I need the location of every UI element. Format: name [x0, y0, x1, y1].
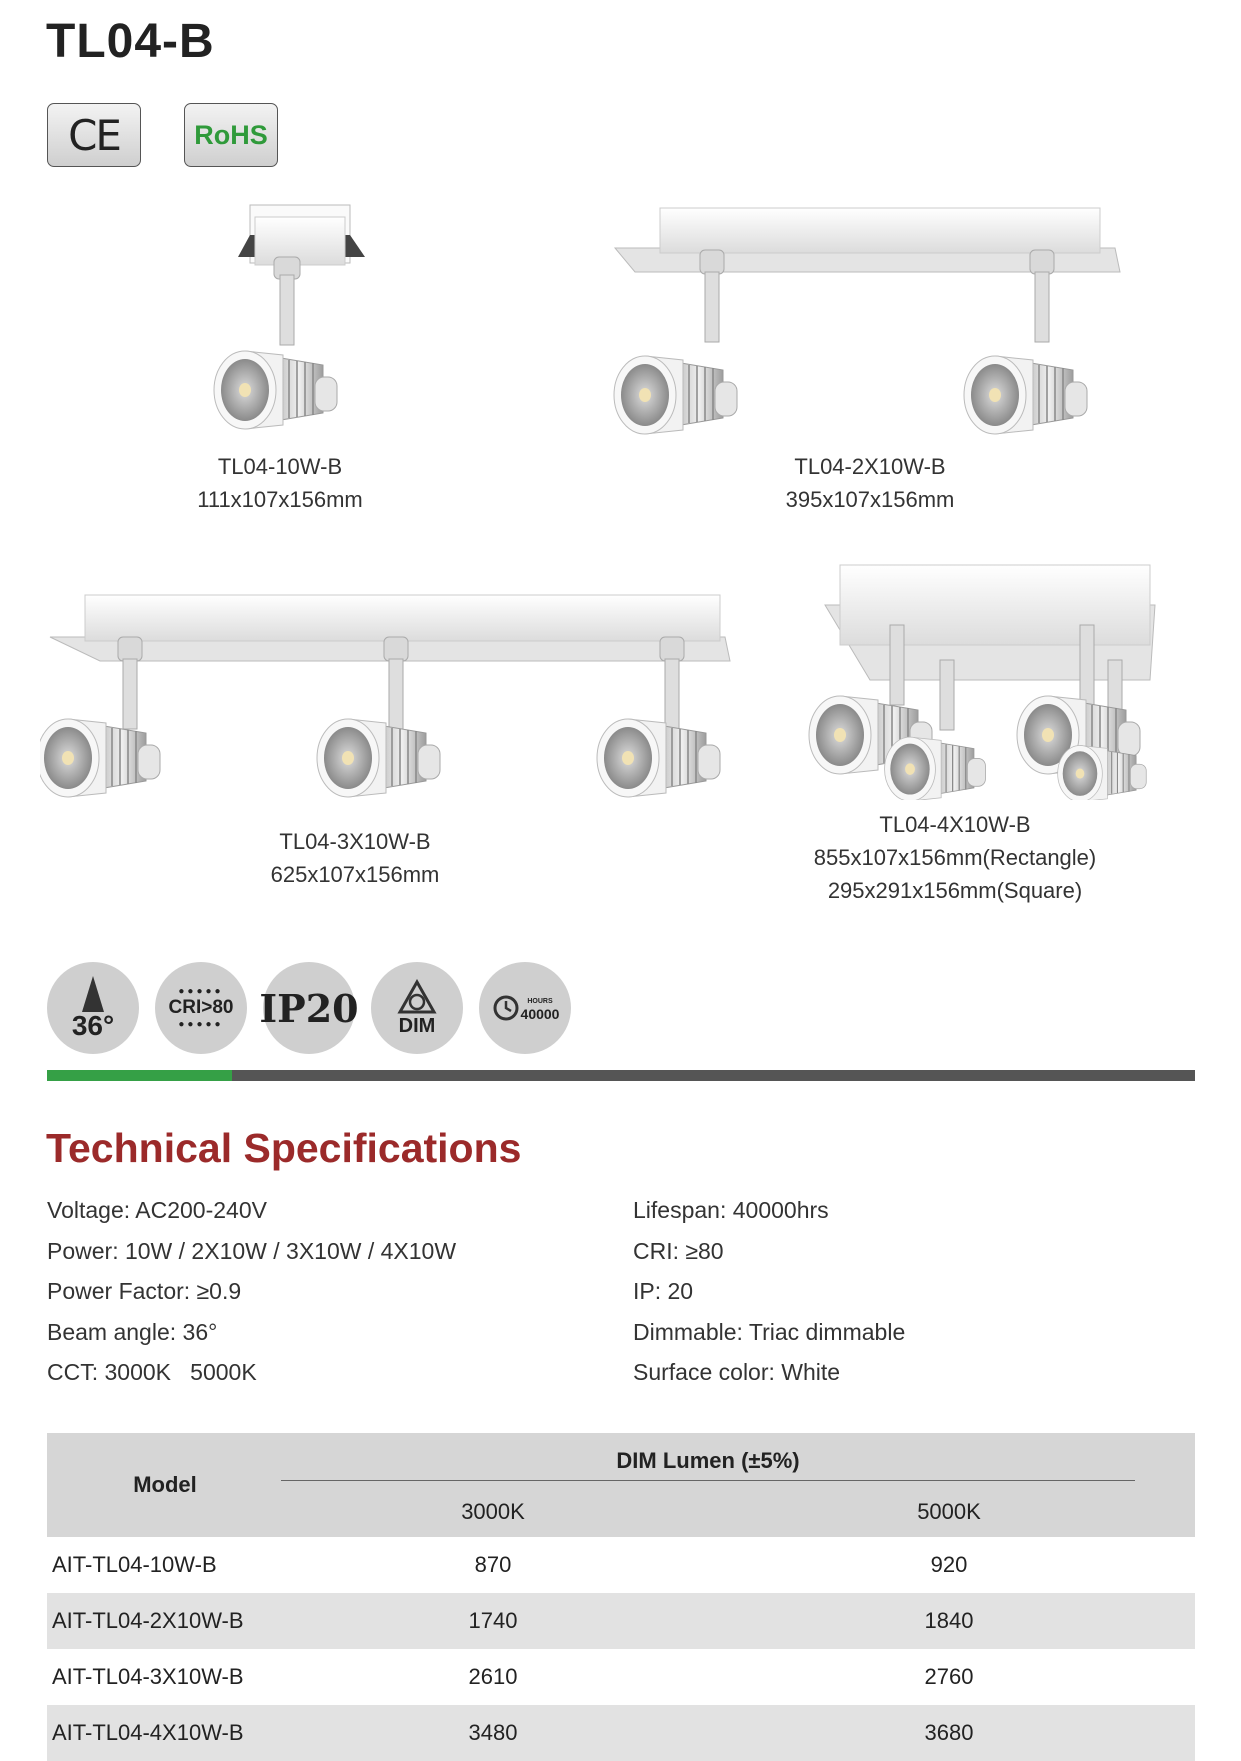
divider-accent: [47, 1070, 232, 1081]
row-3000k: 870: [474, 1552, 512, 1577]
row-model: AIT-TL04-3X10W-B: [52, 1664, 244, 1689]
spec-beam-angle: Beam angle: 36°: [47, 1318, 218, 1345]
cri-icon: [155, 962, 247, 1054]
spec-lifespan: Lifespan: 40000hrs: [633, 1197, 829, 1223]
spec-power: Power: 10W / 2X10W / 3X10W / 4X10W: [47, 1237, 457, 1264]
row-3000k: 3480: [468, 1720, 518, 1745]
spec-power-factor: Power Factor: ≥0.9: [47, 1278, 242, 1304]
hours-text: [521, 996, 560, 1020]
specs-left-column: [47, 1190, 567, 1393]
page-title: TL04-B: [46, 15, 215, 68]
spec-cct: CCT: 3000K 5000K: [47, 1359, 257, 1385]
dots-top: ●●●●●: [178, 986, 224, 997]
spec-dimmable: Dimmable: Triac dimmable: [633, 1318, 906, 1345]
product-model: TL04-4X10W-B: [879, 812, 1031, 837]
spec-surface-color: Surface color: White: [633, 1359, 841, 1385]
row-5000k: 3680: [924, 1720, 974, 1745]
row-5000k: 2760: [924, 1664, 974, 1689]
lifespan-icon: [479, 962, 571, 1054]
hours-label: 40000: [520, 1006, 560, 1022]
hours-caption: HOURS: [527, 998, 553, 1005]
table-row: [47, 1593, 1195, 1649]
beam-angle-label: 36°: [71, 1010, 115, 1041]
product-image-tl04-4x10w: [790, 560, 1190, 800]
row-model: AIT-TL04-4X10W-B: [52, 1720, 244, 1745]
dimmable-icon: [371, 962, 463, 1054]
col-5000k: 5000K: [917, 1499, 981, 1524]
divider-bar: [232, 1070, 1195, 1081]
product-image-tl04-10w: [190, 195, 420, 435]
product-dimensions: 111x107x156mm: [197, 487, 363, 512]
table-header-row: [47, 1433, 1195, 1487]
product-image-tl04-2x10w: [605, 200, 1125, 440]
spec-cri: CRI: ≥80: [633, 1237, 724, 1264]
product-model: TL04-2X10W-B: [794, 454, 946, 479]
lifespan-badge: [491, 993, 560, 1023]
lumen-group-label: DIM Lumen (±5%): [281, 1448, 1135, 1481]
beam-cone-icon: [78, 974, 108, 1014]
col-3000k: 3000K: [461, 1499, 525, 1524]
row-model: AIT-TL04-2X10W-B: [52, 1608, 244, 1633]
table-row: [47, 1649, 1195, 1705]
table-row: [47, 1537, 1195, 1593]
beam-angle-icon: [47, 962, 139, 1054]
row-3000k: 2610: [468, 1664, 518, 1689]
specs-heading: Technical Specifications: [46, 1125, 522, 1171]
product-caption-4: [770, 808, 1140, 907]
dim-triangle-icon: [397, 979, 437, 1015]
product-image-tl04-3x10w: [40, 585, 740, 805]
clock-icon: [491, 993, 521, 1023]
cri-label: CRI>80: [168, 997, 234, 1018]
spec-ip: IP: 20: [633, 1278, 694, 1304]
row-5000k: 920: [930, 1552, 968, 1577]
spec-voltage: Voltage: AC200-240V: [47, 1197, 267, 1223]
product-caption-3: [195, 825, 515, 891]
ip-label: IP20: [259, 985, 359, 1031]
row-3000k: 1740: [468, 1608, 518, 1633]
product-caption-1: [130, 450, 430, 516]
product-dimensions: 395x107x156mm: [785, 487, 955, 512]
product-dimensions-alt: 295x291x156mm(Square): [827, 878, 1083, 903]
row-model: AIT-TL04-10W-B: [52, 1552, 217, 1577]
table-row: [47, 1705, 1195, 1761]
product-dimensions: 625x107x156mm: [270, 862, 440, 887]
lumen-group-header: [283, 1433, 1195, 1487]
model-header: Model: [133, 1472, 197, 1497]
ce-badge: CE: [47, 103, 141, 167]
product-caption-2: [710, 450, 1030, 516]
product-model: TL04-3X10W-B: [279, 829, 431, 854]
dots-bottom: ●●●●●: [178, 1019, 224, 1030]
dim-label: DIM: [398, 1014, 436, 1037]
product-model: TL04-10W-B: [217, 454, 343, 479]
product-dimensions: 855x107x156mm(Rectangle): [813, 845, 1097, 870]
rohs-badge: RoHS: [184, 103, 278, 167]
ip-rating-icon: [259, 962, 359, 1054]
row-5000k: 1840: [924, 1608, 974, 1633]
lumen-table: [47, 1433, 1195, 1761]
specs-right-column: [633, 1190, 1153, 1393]
